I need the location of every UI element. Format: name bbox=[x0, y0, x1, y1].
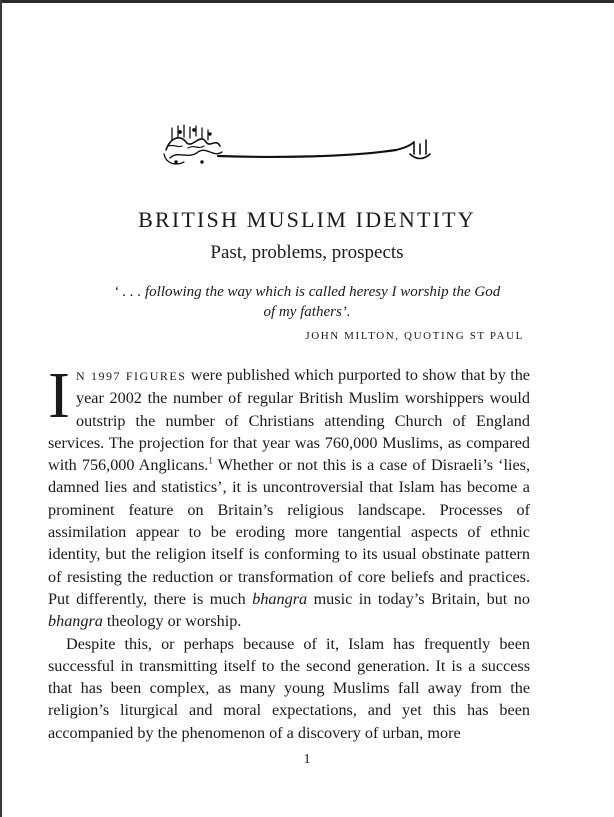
epigraph-attribution: JOHN MILTON, QUOTING ST PAUL bbox=[305, 330, 524, 342]
epigraph-quote: ‘ . . . following the way which is called heresy I worship the God of my fathers’. bbox=[113, 284, 501, 320]
page-number: 1 bbox=[303, 752, 311, 767]
arabic-calligraphy-basmala-icon bbox=[158, 120, 442, 168]
paragraph-1-text-d: theology or worship. bbox=[102, 612, 242, 631]
footnote-marker[interactable]: 1 bbox=[208, 455, 213, 466]
body-text bbox=[48, 359, 530, 744]
italic-term-bhangra: bhangra bbox=[252, 589, 308, 608]
lead-smallcaps: N 1997 FIGURES bbox=[75, 369, 187, 383]
drop-cap: I bbox=[48, 359, 70, 432]
scan-edge-top bbox=[0, 0, 614, 3]
scan-edge-left bbox=[0, 0, 2, 817]
paragraph-1-text-a: were published which purported to show that by the year 2002 the number of regular British Muslim worshippers would outstrip the number of Christians attending Church of England services. The projection for that year was 760,000 Muslims, as compared with 756,000 Anglicans. bbox=[48, 366, 530, 475]
chapter-subtitle: Past, problems, prospects bbox=[210, 242, 404, 263]
paragraph-1-text-c: music in today’s Britain, but no bbox=[307, 589, 530, 608]
paragraph-1-text-b: Whether or not this is a case of Disraeli’s ‘lies, damned lies and statistics’, it is uncontroversial that Islam has become a prominent feature on Britain’s religious landscape. Processes of assimilation appear to be eroding more tangential aspects of ethnic identity, but the religion itself is conforming to its usual obstinate pattern of resisting the reduction or transformation of core beliefs and practices. Put differently, there is much bbox=[48, 456, 530, 608]
paragraph-2: Despite this, or perhaps because of it, Islam has frequently been successful in transmitting itself to the second generation. It is a success that has been complex, as many young Muslims fall away from the religion’s liturgical and moral expectations, and yet this has been accompanied by the phenomenon of a discovery of urban, more bbox=[48, 634, 530, 742]
paragraph-1 bbox=[48, 359, 530, 633]
chapter-title: BRITISH MUSLIM IDENTITY bbox=[138, 207, 476, 232]
italic-term-bhangra: bhangra bbox=[48, 612, 103, 631]
